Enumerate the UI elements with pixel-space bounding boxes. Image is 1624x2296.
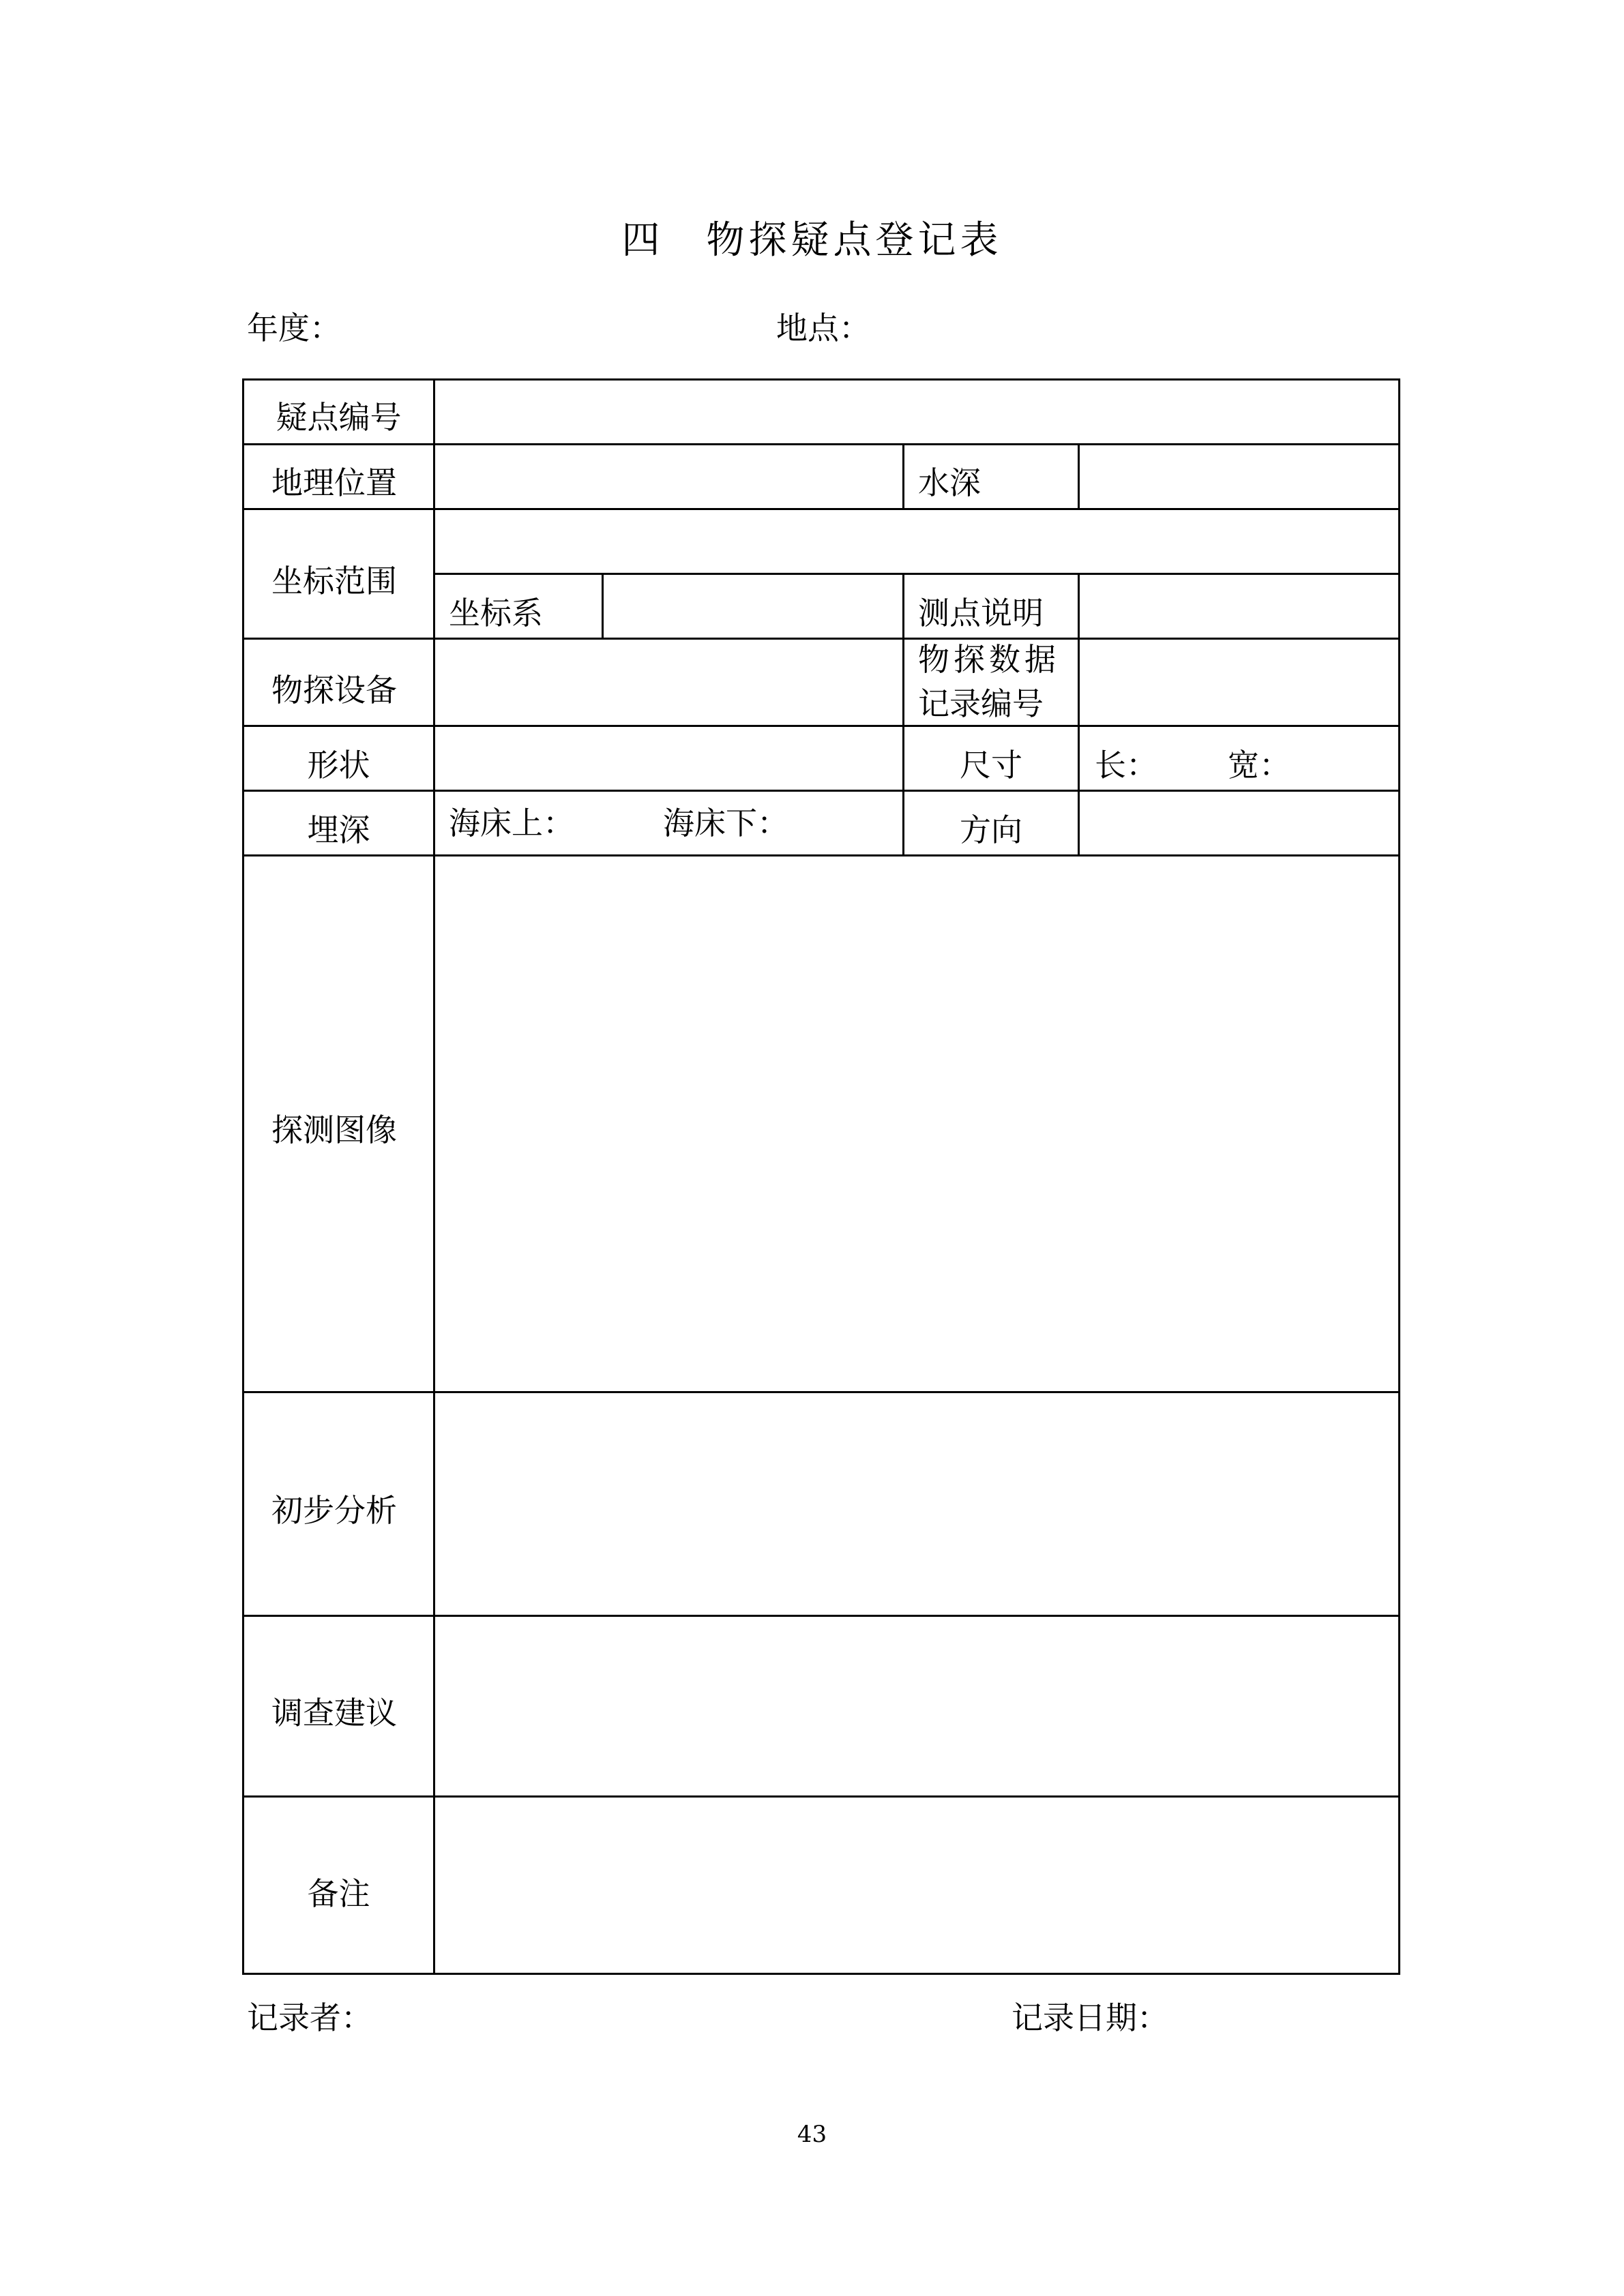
label-equipment: 物探设备	[271, 672, 397, 709]
label-burial: 埋深	[307, 811, 370, 848]
label-below-seabed: 海床下：	[663, 805, 788, 841]
label-shape: 形状	[307, 747, 370, 784]
label-image: 探测图像	[271, 1112, 397, 1148]
label-analysis: 初步分析	[271, 1492, 397, 1529]
label-width: 宽：	[1228, 747, 1290, 784]
page-number: 43	[797, 2121, 827, 2148]
label-length: 长：	[1095, 747, 1157, 784]
column-divider	[1078, 443, 1080, 508]
label-above-seabed: 海床上：	[449, 805, 574, 841]
label-point-desc: 测点说明	[918, 595, 1044, 631]
page-title: 四 物探疑点登记表	[621, 218, 1003, 263]
row-divider	[242, 1391, 1400, 1393]
label-column-divider	[433, 378, 435, 1975]
table-border-top	[242, 378, 1400, 381]
label-data-record-line2: 记录编号	[918, 685, 1044, 722]
label-location: 地理位置	[271, 464, 397, 501]
column-divider	[602, 573, 604, 638]
table-border-left	[242, 378, 244, 1975]
recorder-label: 记录者：	[247, 1999, 372, 2036]
label-suggestion: 调查建议	[271, 1695, 397, 1731]
row-divider	[433, 573, 1400, 575]
table-border-bottom	[242, 1973, 1400, 1975]
label-coord-system: 坐标系	[449, 595, 543, 631]
row-divider	[242, 1795, 1400, 1798]
row-divider	[242, 790, 1400, 792]
record-date-label: 记录日期：	[1012, 1999, 1168, 2036]
label-suspect-no: 疑点编号	[276, 399, 402, 436]
row-divider	[242, 725, 1400, 727]
table-border-right	[1398, 378, 1400, 1975]
label-coord-range: 坐标范围	[271, 563, 397, 599]
column-divider	[1078, 573, 1080, 854]
label-data-record-line1: 物探数据	[918, 641, 1060, 678]
label-remarks: 备注	[307, 1875, 370, 1912]
label-water-depth: 水深	[918, 464, 981, 501]
location-label: 地点：	[776, 310, 870, 346]
year-label: 年度：	[247, 310, 341, 346]
row-divider	[242, 443, 1400, 445]
label-direction: 方向	[960, 811, 1022, 848]
row-divider	[242, 1615, 1400, 1617]
label-size: 尺寸	[960, 747, 1022, 784]
row-divider	[242, 854, 1400, 856]
column-divider	[902, 443, 904, 508]
row-divider	[242, 638, 1400, 640]
row-divider	[242, 508, 1400, 510]
